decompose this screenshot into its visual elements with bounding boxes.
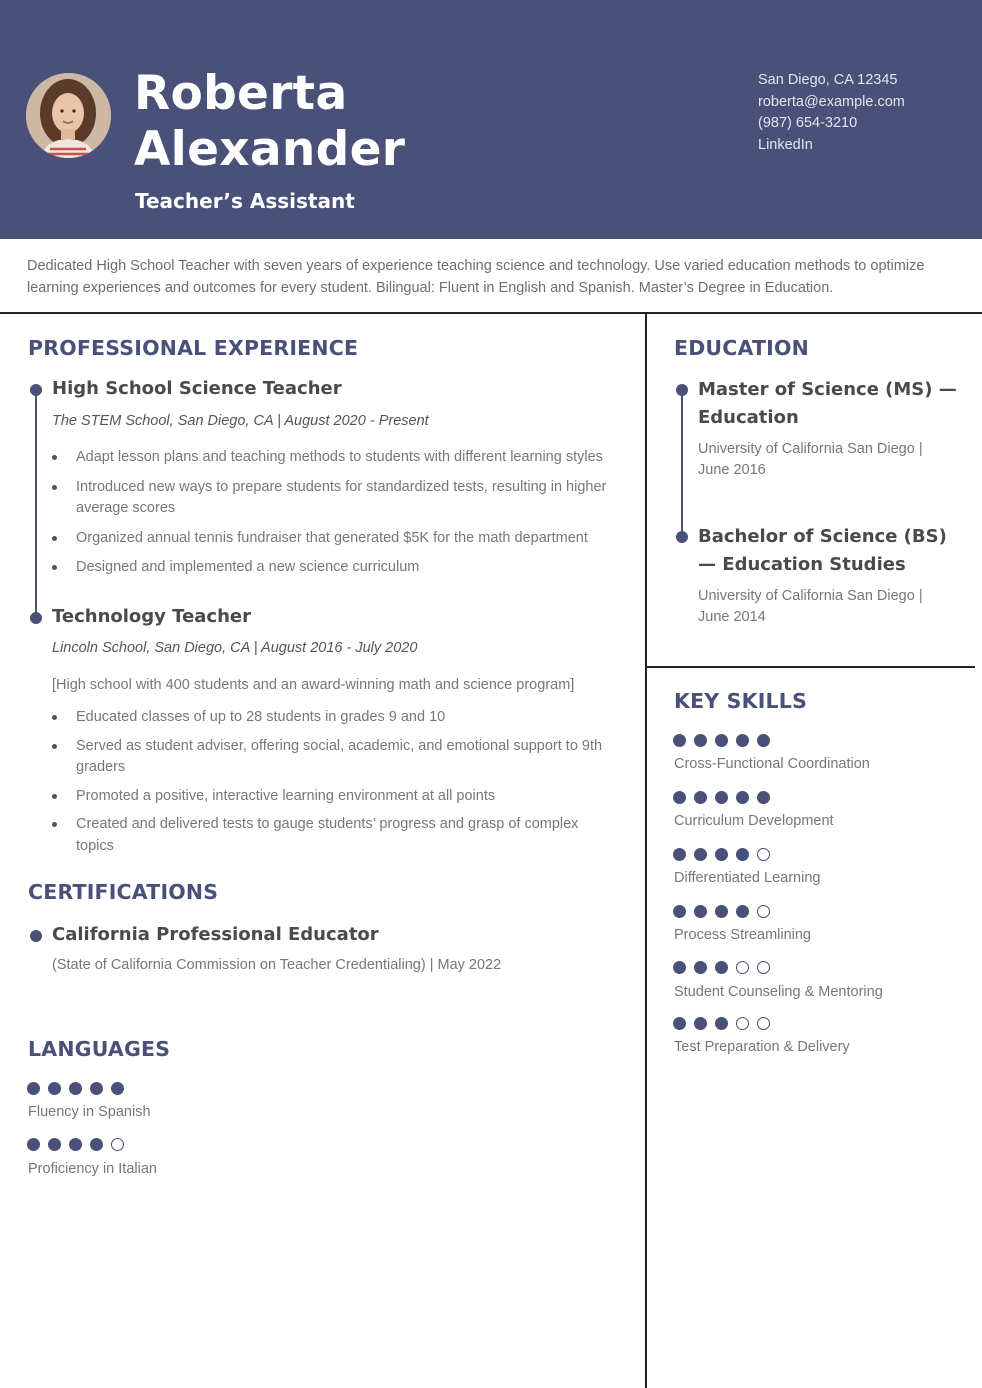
rating-dot-filled	[673, 848, 686, 861]
section-title-certifications: CERTIFICATIONS	[28, 880, 219, 904]
rating-dot-filled	[694, 961, 707, 974]
avatar-portrait-icon	[26, 73, 111, 158]
divider-top	[0, 312, 982, 314]
rating-dot-filled	[694, 791, 707, 804]
skill-label: Curriculum Development	[674, 813, 834, 829]
rating-dot-filled	[69, 1138, 82, 1151]
rating-dot-filled	[69, 1082, 82, 1095]
rating-dot-filled	[736, 848, 749, 861]
rating-dot-empty	[757, 1017, 770, 1030]
rating-dots	[673, 734, 770, 747]
rating-dot-filled	[715, 961, 728, 974]
skill-label: Test Preparation & Delivery	[674, 1039, 850, 1055]
rating-dot-filled	[694, 905, 707, 918]
summary-text: Dedicated High School Teacher with seven years of experience teaching science and technology. Use varied education methods to optimize learning experiences and outcomes for every student. Bilingual: Fluent in English and Spanish. Master’s Degree in Education.	[27, 258, 925, 296]
job-title: High School Science Teacher	[52, 378, 342, 399]
rating-dots	[27, 1138, 124, 1151]
candidate-name	[134, 66, 405, 178]
contact-linkedin[interactable]: LinkedIn	[758, 136, 813, 153]
rating-dot-filled	[673, 734, 686, 747]
list-item: Promoted a positive, interactive learning environment at all points	[52, 786, 612, 808]
rating-dot-filled	[673, 791, 686, 804]
rating-dot-filled	[48, 1138, 61, 1151]
skill-label: Student Counseling & Mentoring	[674, 984, 883, 1000]
rating-dot-filled	[673, 905, 686, 918]
rating-dot-empty	[736, 961, 749, 974]
rating-dot-filled	[715, 791, 728, 804]
job-title: Technology Teacher	[52, 606, 251, 627]
rating-dot-filled	[90, 1082, 103, 1095]
rating-dot-filled	[694, 734, 707, 747]
rating-dot-empty	[757, 848, 770, 861]
contact-block	[758, 70, 905, 156]
contact-address: San Diego, CA 12345	[758, 72, 898, 88]
timeline-dot	[30, 384, 42, 396]
rating-dot-filled	[757, 791, 770, 804]
rating-dot-filled	[715, 848, 728, 861]
list-item: Educated classes of up to 28 students in grades 9 and 10	[52, 707, 612, 729]
job-subtitle: The STEM School, San Diego, CA | August 2020 - Present	[52, 413, 429, 429]
section-title-skills: KEY SKILLS	[674, 689, 808, 713]
education-timeline	[681, 392, 683, 538]
job-role: Teacher’s Assistant	[135, 189, 355, 213]
rating-dot-filled	[694, 1017, 707, 1030]
rating-dot-filled	[673, 961, 686, 974]
degree-detail: University of California San Diego | June 2016	[698, 441, 923, 478]
section-title-experience: PROFESSIONAL EXPERIENCE	[28, 336, 359, 360]
rating-dot-filled	[27, 1082, 40, 1095]
rating-dot-filled	[673, 1017, 686, 1030]
rating-dot-filled	[90, 1138, 103, 1151]
rating-dot-empty	[736, 1017, 749, 1030]
rating-dots	[673, 848, 770, 861]
experience-timeline	[35, 392, 37, 618]
rating-dot-filled	[111, 1082, 124, 1095]
job-note: [High school with 400 students and an award-winning math and science program]	[52, 677, 575, 693]
degree-title: Bachelor of Science (BS) — Education Studies	[698, 526, 947, 575]
list-item: Adapt lesson plans and teaching methods to students with different learning styles	[52, 447, 612, 469]
contact-phone: (987) 654-3210	[758, 115, 858, 131]
rating-dot-filled	[715, 905, 728, 918]
rating-dot-filled	[48, 1082, 61, 1095]
certification-dot	[30, 930, 42, 942]
rating-dots	[673, 791, 770, 804]
job-bullets	[52, 447, 612, 579]
rating-dots	[673, 1017, 770, 1030]
degree-detail: University of California San Diego | June 2014	[698, 588, 923, 625]
skill-label: Differentiated Learning	[674, 870, 821, 886]
list-item: Served as student adviser, offering social, academic, and emotional support to 9th graders	[52, 736, 612, 779]
section-title-education: EDUCATION	[674, 336, 809, 360]
resume-header	[0, 0, 982, 239]
contact-email[interactable]: roberta@example.com	[758, 93, 905, 110]
rating-dot-filled	[736, 791, 749, 804]
timeline-dot	[676, 531, 688, 543]
first-name: Roberta	[134, 66, 348, 121]
rating-dot-filled	[694, 848, 707, 861]
rating-dot-filled	[715, 1017, 728, 1030]
rating-dot-filled	[27, 1138, 40, 1151]
list-item: Created and delivered tests to gauge students’ progress and grasp of complex topics	[52, 814, 612, 857]
list-item: Organized annual tennis fundraiser that generated $5K for the math department	[52, 528, 612, 550]
job-subtitle: Lincoln School, San Diego, CA | August 2016 - July 2020	[52, 640, 418, 656]
profile-photo	[26, 73, 111, 158]
job-bullets	[52, 707, 612, 857]
rating-dots	[27, 1082, 124, 1095]
rating-dots	[673, 905, 770, 918]
rating-dot-empty	[111, 1138, 124, 1151]
divider-column	[645, 312, 647, 1388]
rating-dot-filled	[715, 734, 728, 747]
skill-label: Cross-Functional Coordination	[674, 756, 870, 772]
list-item: Introduced new ways to prepare students for standardized tests, resulting in higher average scores	[52, 477, 612, 520]
skill-label: Process Streamlining	[674, 927, 811, 943]
list-item: Designed and implemented a new science curriculum	[52, 557, 612, 579]
timeline-dot	[676, 384, 688, 396]
section-title-languages: LANGUAGES	[28, 1037, 171, 1061]
rating-dot-empty	[757, 905, 770, 918]
rating-dot-filled	[736, 905, 749, 918]
degree-title: Master of Science (MS) — Education	[698, 379, 957, 428]
certification-detail: (State of California Commission on Teacher Credentialing) | May 2022	[52, 957, 502, 973]
divider-right-middle	[645, 666, 975, 668]
language-label: Proficiency in Italian	[28, 1161, 157, 1177]
rating-dot-empty	[757, 961, 770, 974]
rating-dot-filled	[757, 734, 770, 747]
timeline-dot	[30, 612, 42, 624]
rating-dots	[673, 961, 770, 974]
last-name: Alexander	[134, 122, 406, 177]
certification-name: California Professional Educator	[52, 924, 379, 945]
rating-dot-filled	[736, 734, 749, 747]
language-label: Fluency in Spanish	[28, 1104, 151, 1120]
